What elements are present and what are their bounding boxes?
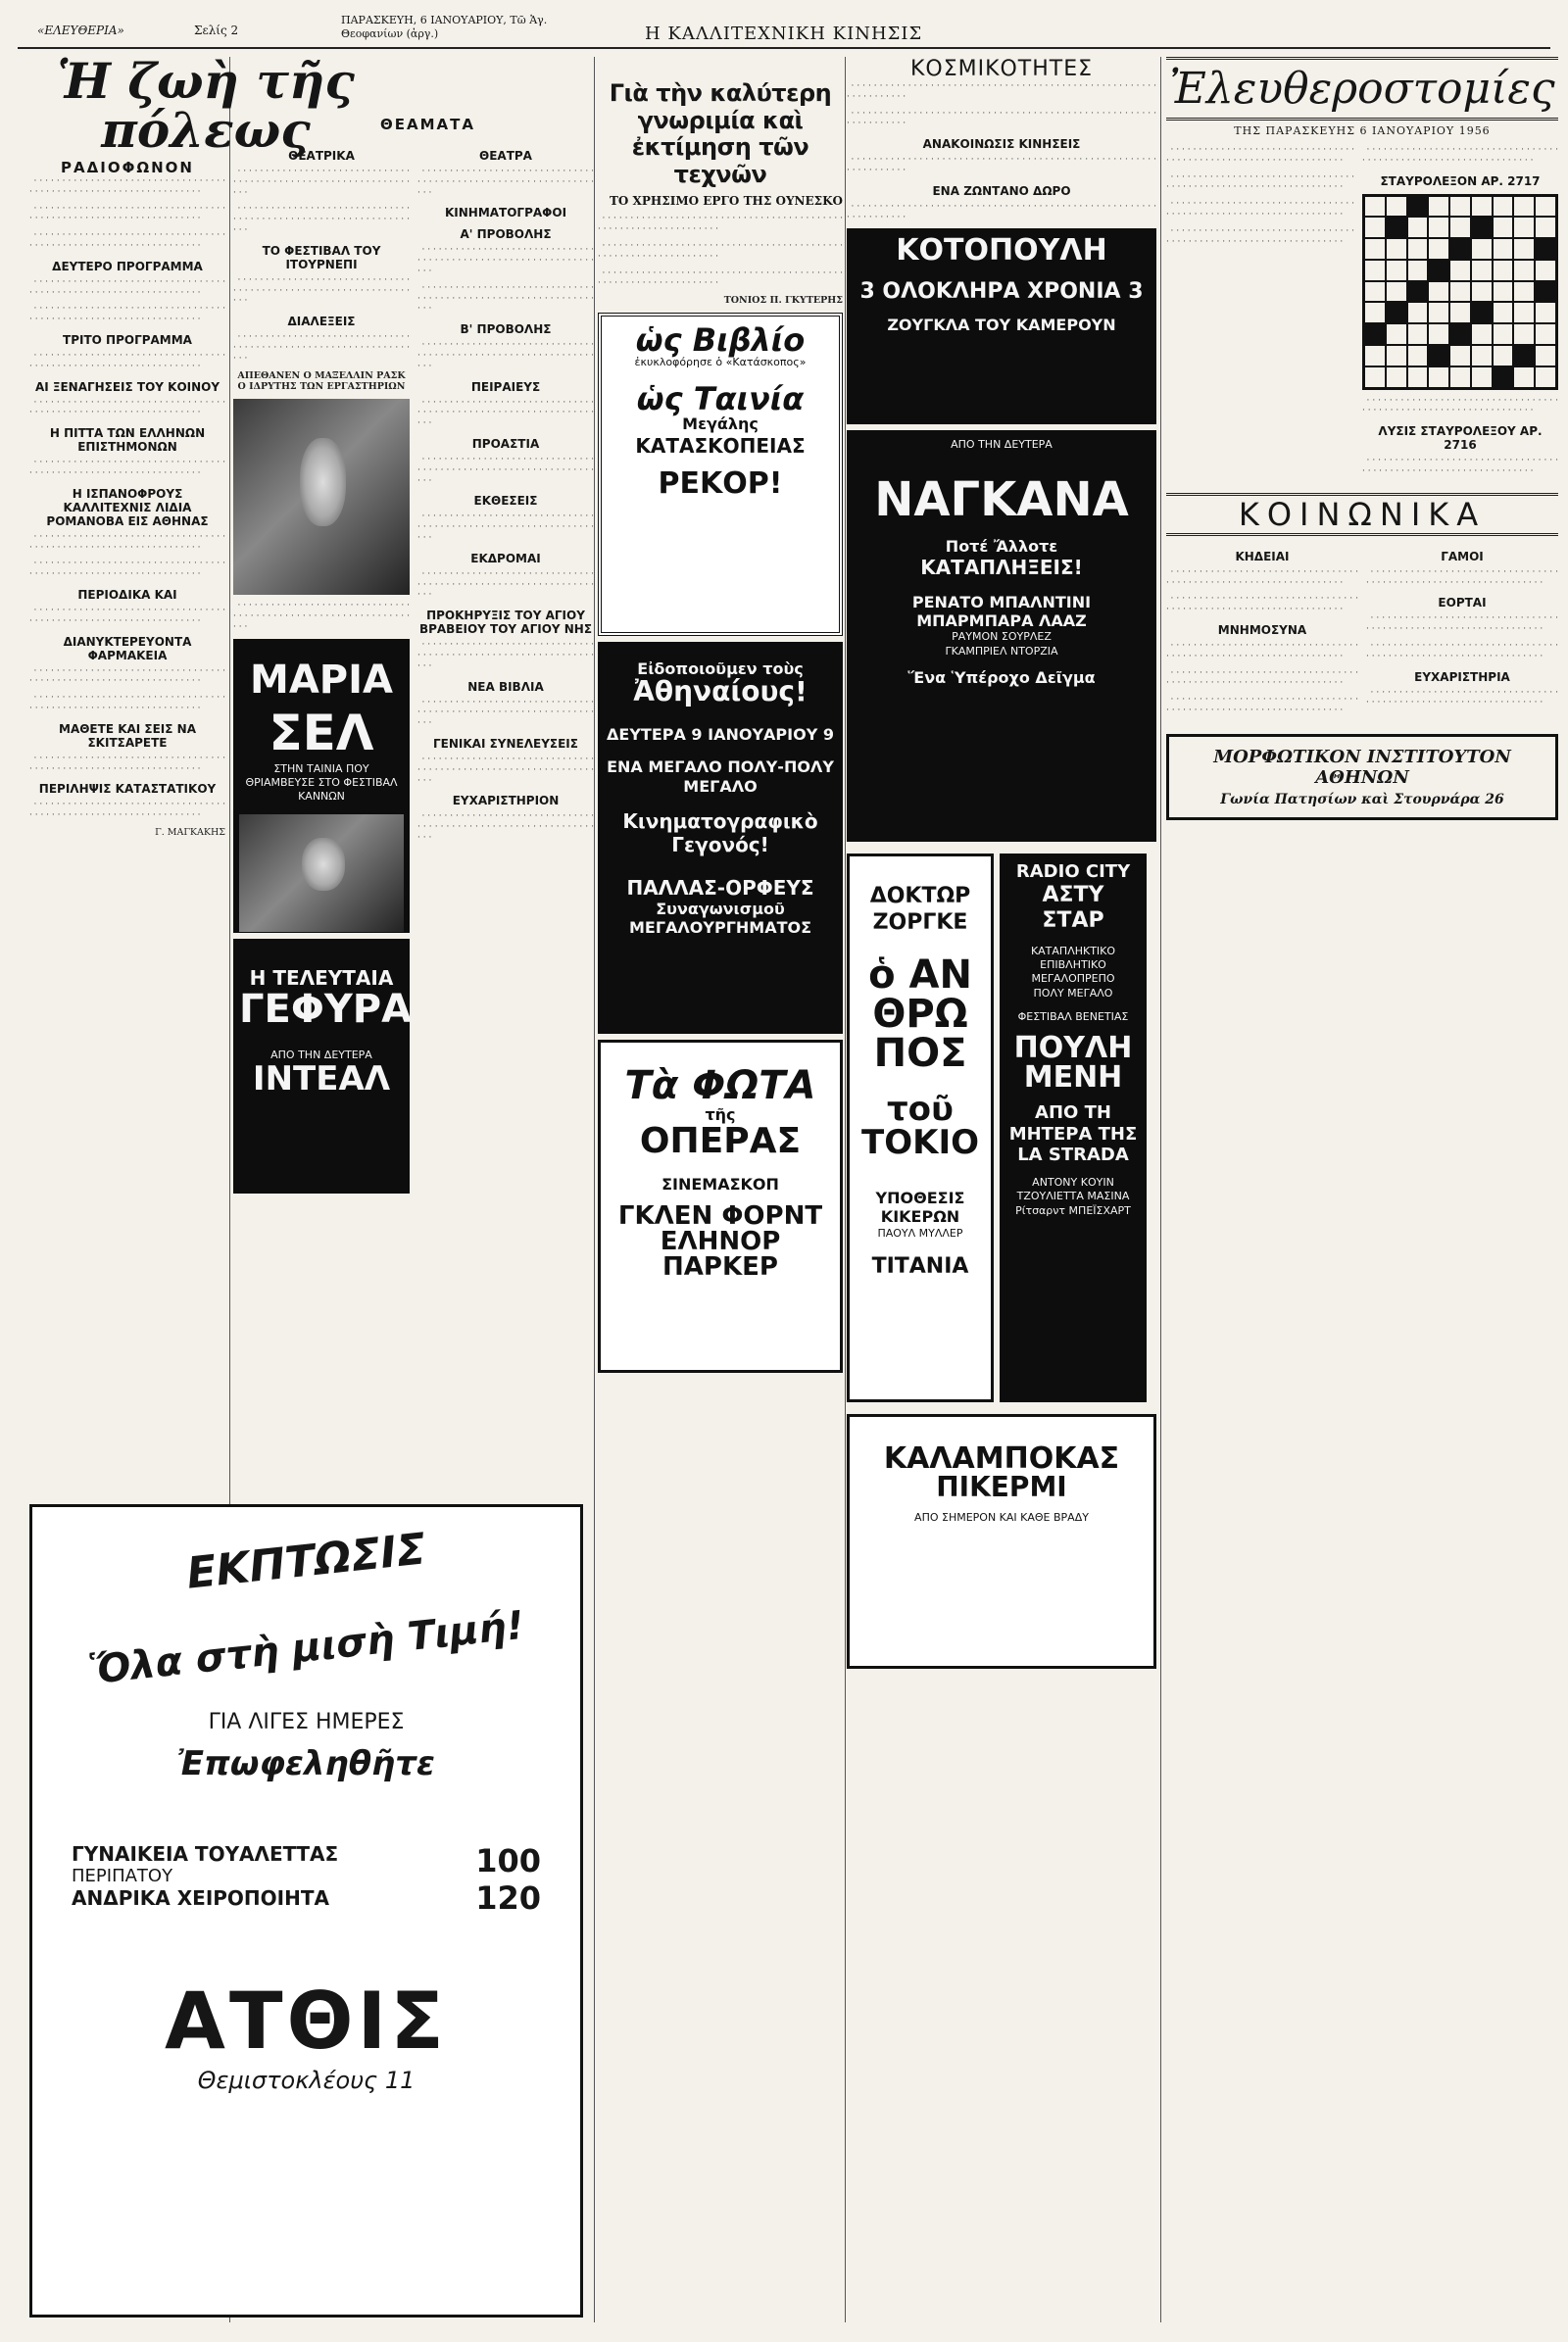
body-text: · · · · · · · · · · · · · · · · · · · · · · · · · · · · · · · · · · · · · · · · · · · · · · · · · · · · · · · · · · · · · · · · ·	[29, 665, 225, 687]
ad-line: ΕΝΑ ΜΕΓΑΛΟ ΠΟΛΥ-ΠΟΛΥ ΜΕΓΑΛΟ	[607, 757, 834, 796]
ad-line: Κινηματογραφικὸ Γεγονός!	[622, 808, 818, 856]
crossword-cell	[1535, 217, 1556, 238]
ad-line: ΜΠΑΡΜΠΑΡΑ ΛΑΑΖ	[916, 611, 1087, 631]
ad-line: ΙΝΤΕΑΛ	[252, 1059, 391, 1098]
crossword-cell	[1449, 196, 1471, 218]
crossword-cell	[1407, 260, 1429, 281]
body-text: · · · · · · · · · · · · · · · · · · · · · · · · · · · · · · · · · · · · · · · · · · · · · · · · · · · · · · · · · · · · · · · · ·	[1366, 687, 1558, 708]
ad-line: ΡΕΚΟΡ!	[658, 465, 783, 501]
ad-line: ΚΟΤΟΠΟΥΛΗ	[896, 233, 1107, 268]
ad-line: Ὅλα στὴ μισὴ Τιμή!	[85, 1602, 527, 1694]
ad-line: ΑΠΟ ΤΗΝ ΔΕΥΤΕΡΑ	[951, 438, 1053, 452]
society-title: ΚΟΣΜΙΚΟΤΗΤΕΣ	[909, 57, 1094, 81]
actress-photo	[239, 814, 404, 932]
ad-line: Ποτέ Ἄλλοτε	[945, 536, 1058, 556]
new-books-heading: ΝΕΑ ΒΙΒΛΙΑ	[467, 679, 544, 694]
section-title: Η ΚΑΛΛΙΤΕΧΝΙΚΗ ΚΙΝΗΣΙΣ	[645, 24, 923, 44]
ad-line: ΔΟΚΤΩΡ ΖΟΡΓΚΕ	[869, 884, 971, 935]
crossword-cell	[1364, 260, 1386, 281]
ad-line: ΡΑΥΜΟΝ ΣΟΥΡΛΕΖ	[952, 630, 1052, 644]
crossword-cell	[1513, 281, 1535, 303]
theatrical-heading: ΘΕΑΤΡΙΚΑ	[288, 149, 355, 163]
ad-line: ΣΤΑΡ	[1042, 908, 1104, 934]
ad-line: ΚΑΛΑΜΠΟΚΑΣ	[883, 1441, 1120, 1477]
body-text: · · · · · · · · · · · · · · · · · · · · · · · · · · · · · · · · · · · · · · · · · · · · · · · · · · · · · · · · · · · · · · · · ·	[1166, 145, 1354, 166]
excursions-heading: ΕΚΔΡΟΜΑΙ	[470, 551, 541, 565]
crossword-cell	[1428, 217, 1449, 238]
price: 100	[475, 1842, 541, 1879]
crossword-cell	[1407, 302, 1429, 323]
ad-line: τοῦ ΤΟΚΙΟ	[861, 1090, 979, 1163]
ad-line: Ἕνα Ὑπέροχο Δεῖγμα	[907, 667, 1096, 687]
crossword-cell	[1513, 345, 1535, 366]
ad-line: ΓΚΑΜΠΡΙΕΛ ΝΤΟΡΖΙΑ	[945, 644, 1058, 658]
ad-line: ὁ ΑΝ ΘΡΩ ΠΟΣ	[868, 952, 972, 1077]
ad-line: ΟΠΕΡΑΣ	[639, 1121, 802, 1162]
ad-line: ΣΤΗΝ ΤΑΙΝΙΑ ΠΟΥ ΘΡΙΑΜΒΕΥΣΕ ΣΤΟ ΦΕΣΤΙΒΑΛ ΚΑΝΝΩΝ	[245, 761, 398, 804]
crossword-cell	[1407, 281, 1429, 303]
ad-line: ΓΚΛΕΝ ΦΟΡΝΤ	[617, 1201, 823, 1232]
book-film-ad	[598, 313, 843, 636]
body-text: · · · · · · · · · · · · · · · · · · · · · · · · · · · · · · · · · · · · · · · · · · · · · · · · · · · · · · · · · · · · · · · · ·	[1366, 566, 1558, 588]
crossword-cell	[1535, 302, 1556, 323]
institute-name: ΜΟΡΦΩΤΙΚΟΝ ΙΝΣΤΙΤΟΥΤΟΝ ΑΘΗΝΩΝ	[1213, 746, 1511, 788]
crossword-cell	[1513, 302, 1535, 323]
crossword-cell	[1428, 281, 1449, 303]
signature: ΤΟΝΙΟΣ Π. ΓΚΥΤΕΡΗΣ	[723, 295, 843, 307]
institute-address: Γωνία Πατησίων καὶ Στουρνάρα 26	[1220, 791, 1504, 807]
body-text: · · · · · · · · · · · · · · · · · · · · · · · · · · · · · · · · · · · · · · · · · · · · · · · · · · · · · · · · · · · · · · · · ·	[598, 240, 843, 262]
ad-line: ΑΠΟ ΣΗΜΕΡΟΝ ΚΑΙ ΚΑΘΕ ΒΡΑΔΥ	[914, 1511, 1089, 1525]
body-text: · · · · · · · · · · · · · · · · · · · · · · · · · · · · · · · · · · · · · · · · · · · · · · · · · · · · · · · · · · · · · · · · ·	[29, 605, 225, 626]
page-number: Σελίς 2	[194, 24, 239, 37]
body-text: · · · · · · · · · · · · · · · · · · · · · · · · · · · · · · · · · · · · · · · · · · · · · · · · · · · · · · · · · · · · · · · · ·	[29, 753, 225, 774]
tokyo-ad	[847, 854, 994, 1402]
body-text: · · · · · · · · · · · · · · · · · · · · · · · · · · · · · · · · · · · · · · · · · · · · · · · · · · · · · · · · · · · · · · · · ·	[1166, 199, 1354, 220]
ad-line: ΦΕΣΤΙΒΑΛ ΒΕΝΕΤΙΑΣ	[1017, 1009, 1129, 1023]
editorial-title: Ἐλευθεροστομίες	[1166, 57, 1558, 121]
body-text: · · · · · · · · · · · · · · · · · · · · · · · · · · · · · · · · · · · · · · · · · · · · · · · · · · · · · · · · · · · · · · · · ·	[233, 167, 410, 198]
ad-line: ΑΣΤΥ	[1042, 882, 1104, 907]
crossword-cell	[1535, 260, 1556, 281]
body-text: · · · · · · · · · · · · · · · · · · · · · · · · · · · · · · · · · · · · · · · · · · · · · · · · · · · · · · · · · · · · · · · · ·	[417, 454, 594, 486]
ad-line: ΑΠΟ ΤΗ ΜΗΤΕΡΑ ΤΗΣ LA STRADA	[1008, 1102, 1138, 1166]
crossword-cell	[1493, 196, 1514, 218]
body-text: · · · · · · · · · · · · · · · · · · · · · · · · · · · · · · · · · · · · · · · · · · · · · · · · · · · · · · · · · · · · · · · · ·	[29, 559, 225, 580]
assemblies-heading: ΓΕΝΙΚΑΙ ΣΥΝΕΛΕΥΣΕΙΣ	[433, 736, 578, 751]
body-text: · · · · · · · · · · · · · · · · · · · · · · · · · · · · · · · · · · · · · · · · · · · · · · · · · · · · · · · · · · · · · · · · ·	[1166, 171, 1354, 193]
ad-line: ΠΟΛΥ ΜΕΓΑΛΟ	[1033, 986, 1113, 1000]
body-text: · · · · · · · · · · · · · · · · · · · · · · · · · · · · · · · · · · · · · · · · · · · · · · · · · · · · · · · · · · · · · · · · ·	[233, 204, 410, 235]
piraeus-heading: ΠΕΙΡΑΙΕΥΣ	[470, 379, 541, 394]
ad-line: ὡς Βιβλίο	[635, 321, 806, 360]
body-text: · · · · · · · · · · · · · · · · · · · · · · · · · · · · · · · · · · · · · · · · · · · · · · · · · · · · · · · · · · · · · · · · ·	[417, 512, 594, 543]
crossword-cell	[1471, 366, 1493, 388]
crossword-cell	[1493, 323, 1514, 345]
date-line: ΠΑΡΑΣΚΕΥΗ, 6 ΙΑΝΟΥΑΡΙΟΥ, Τῶ Ἁγ. Θεοφανίων (ἀργ.)	[341, 14, 548, 40]
portrait-photo	[233, 399, 410, 595]
ad-line: ΣΕΛ	[269, 704, 374, 761]
body-text: · · · · · · · · · · · · · · · · · · · · · · · · · · · · · · · · · · · · · · · · · · · · · · · · · · · · · · · · · · · · · · · · ·	[1166, 594, 1358, 615]
crossword-cell	[1364, 238, 1386, 260]
ad-line: ΜΑΡΙΑ	[250, 657, 393, 703]
crossword-cell	[1471, 217, 1493, 238]
city-life-title: Ἡ ζωὴ τῆς πόλεως	[57, 52, 355, 159]
crossword-cell	[1513, 238, 1535, 260]
ad-line: ΜΕΓΑΛΟΥΡΓΗΜΑΤΟΣ	[628, 917, 812, 937]
ad-line: ὡς Ταινία	[636, 380, 805, 418]
sketch-heading: ΜΑΘΕΤΕ ΚΑΙ ΣΕΙΣ ΝΑ ΣΚΙΤΣΑΡΕΤΕ	[59, 721, 196, 750]
body-text: · · · · · · · · · · · · · · · · · · · · · · · · · · · · · · · · · · · · · · · · · · · · · · · · · · · · · · · · · · · · · · · · ·	[1166, 695, 1358, 715]
body-text: · · · · · · · · · · · · · · · · · · · · · · · · · · · · · · · · · · · · · · · · · · · · · · · · · · · · · · · · · · · · · · · · ·	[417, 640, 594, 671]
crossword-cell	[1428, 260, 1449, 281]
crossword-cell	[1471, 281, 1493, 303]
cinemas-heading: ΚΙΝΗΜΑΤΟΓΡΑΦΟΙ	[444, 206, 567, 220]
crossword-cell	[1493, 238, 1514, 260]
paper-name: «ΕΛΕΥΘΕΡΙΑ»	[37, 24, 124, 37]
crossword-cell	[1407, 323, 1429, 345]
ad-line: ΚΑΤΑΣΚΟΠΕΙΑΣ	[635, 433, 806, 458]
body-text: · · · · · · · · · · · · · · · · · · · · · · · · · · · · · · · · · · · · · · · · · · · · · · · · · · · · · · · · · · · · · · · · ·	[417, 697, 594, 729]
crossword-cell	[1449, 281, 1471, 303]
crossword-cell	[1471, 260, 1493, 281]
ad-line: τῆς	[705, 1105, 736, 1125]
body-text: · · · · · · · · · · · · · · · · · · · · · · · · · · · · · · · · · · · · · · · · · · · · · · · · · · · · · · · · · · · · · · · · ·	[417, 568, 594, 601]
crossword-cell	[1493, 217, 1514, 238]
crossword-cell	[1471, 196, 1493, 218]
thanks-heading: ΕΥΧΑΡΙΣΤΗΡΙΑ	[1414, 669, 1510, 684]
column-rule	[845, 57, 846, 2322]
ad-line: ΖΟΥΓΚΛΑ ΤΟΥ ΚΑΜΕΡΟΥΝ	[887, 315, 1116, 334]
ad-line: ΣΙΝΕΜΑΣΚΟΠ	[662, 1175, 779, 1195]
editorial-date: ΤΗΣ ΠΑΡΑΣΚΕΥΗΣ 6 ΙΑΝΟΥΑΡΙΟΥ 1956	[1234, 124, 1491, 137]
spectacles-heading: ΘΕΑΜΑΤΑ	[380, 116, 475, 133]
arts-headline: Γιὰ τὴν καλύτερη γνωριμία καὶ ἐκτίμηση τῶν τεχνῶν	[609, 79, 832, 188]
crossword-cell	[1513, 260, 1535, 281]
body-text: · · · · · · · · · · · · · · · · · · · · · · · · · · · · · · · · · · · · · · · · · · · · · · · · · · · · · · · · · · · · · · · · ·	[417, 811, 594, 843]
ad-line: ΑΠΟ ΤΗΝ ΔΕΥΤΕΡΑ	[270, 1048, 372, 1061]
pitta-heading: Η ΠΙΤΤΑ ΤΩΝ ΕΛΛΗΝΩΝ ΕΠΙΣΤΗΜΟΝΩΝ	[49, 426, 206, 455]
crossword-cell	[1428, 238, 1449, 260]
ad-line: ΔΕΥΤΕΡΑ 9 ΙΑΝΟΥΑΡΙΟΥ 9	[607, 725, 834, 745]
column-editorial	[1166, 57, 1558, 2332]
live-gift-heading: ΕΝΑ ΖΩΝΤΑΝΟ ΔΩΡΟ	[932, 183, 1071, 198]
second-program-heading: ΔΕΥΤΕΡΟ ΠΡΟΓΡΑΜΜΑ	[52, 259, 203, 273]
crossword-cell	[1364, 323, 1386, 345]
crossword-cell	[1493, 302, 1514, 323]
column-society	[847, 57, 1156, 2332]
crossword-cell	[1407, 217, 1429, 238]
body-text: · · · · · · · · · · · · · · · · · · · · · · · · · · · · · · · · · · · · · · · · · · · · · · · · · · · · · · · · · · · · · · · · ·	[29, 203, 225, 224]
crossword-cell	[1493, 260, 1514, 281]
crossword-cell	[1428, 366, 1449, 388]
body-text: · · · · · · · · · · · · · · · · · · · · · · · · · · · · · · · · · · · · · · · · · · · · · · · · · · · · · · · · · · · · · · · · ·	[1166, 667, 1358, 689]
body-text: · · · · · · · · · · · · · · · · · · · · · · · · · · · · · · · · · · · · · · · · · · · · · · · · · · · · · · · · · · · · · · · · ·	[1366, 613, 1558, 635]
kotopouli-ad	[847, 228, 1156, 424]
crossword-cell	[1364, 366, 1386, 388]
body-text: · · · · · · · · · · · · · · · · · · · · · · · · · · · · · · · · · · · · · · · · · · · · · · · · · · · · · · · · · · · · · · · · ·	[233, 601, 410, 632]
ad-line: ΓΥΝΑΙΚΕΙΑ ΤΟΥΑΛΕΤΤΑΣ	[72, 1842, 339, 1866]
announcement-heading: ΑΝΑΚΟΙΝΩΣΙΣ ΚΙΝΗΣΕΙΣ	[922, 137, 1081, 152]
crossword-cell	[1407, 238, 1429, 260]
ad-line: Μεγάλης	[682, 415, 759, 434]
crossword-cell	[1513, 323, 1535, 345]
arts-subhead: ΤΟ ΧΡΗΣΙΜΟ ΕΡΓΟ ΤΗΣ ΟΥΝΕΣΚΟ	[610, 194, 843, 209]
crossword-cell	[1364, 345, 1386, 366]
body-text: · · · · · · · · · · · · · · · · · · · · · · · · · · · · · · · · · · · · · · · · · · · · · · · · · · · · · · · · · · · · · · · · ·	[1166, 225, 1354, 247]
opera-lights-ad	[598, 1040, 843, 1373]
price: 120	[475, 1879, 541, 1917]
crossword-cell	[1428, 196, 1449, 218]
theatres-heading: ΘΕΑΤΡΑ	[479, 149, 532, 163]
ad-line: Ἐπωφεληθῆτε	[177, 1744, 435, 1783]
crossword-cell	[1493, 366, 1514, 388]
sale-ad	[29, 1504, 583, 2318]
third-program-heading: ΤΡΙΤΟ ΠΡΟΓΡΑΜΜΑ	[63, 332, 192, 347]
crossword-cell	[1386, 345, 1407, 366]
body-text: · · · · · · · · · · · · · · · · · · · · · · · · · · · · · · · · · · · · · · · · · · · · · · · · · · · · · · · · · · · · · · · · ·	[598, 268, 843, 289]
ad-line: ΑΝΤΟΝΥ ΚΟΥΙΝ	[1032, 1176, 1114, 1190]
periodicals-heading: ΠΕΡΙΟΔΙΚΑ ΚΑΙ	[77, 587, 177, 602]
body-text: · · · · · · · · · · · · · · · · · · · · · · · · · · · · · · · · · · · · · · · · · · · · · · · · · · · · · · · · · · · · · · · · ·	[417, 340, 594, 371]
ad-line: Συναγωνισμοῦ	[656, 899, 785, 918]
statute-heading: ΠΕΡΙΛΗΨΙΣ ΚΑΤΑΣΤΑΤΙΚΟΥ	[38, 782, 217, 797]
crossword-cell	[1535, 281, 1556, 303]
crossword-cell	[1535, 238, 1556, 260]
social-news-title: ΚΟΙΝΩΝΙΚΑ	[1166, 493, 1558, 536]
crossword-cell	[1364, 302, 1386, 323]
ad-line: ΚΑΤΑΠΛΗΚΤΙΚΟ	[1030, 944, 1116, 957]
ad-line: Η ΤΕΛΕΥΤΑΙΑ	[249, 965, 394, 990]
ad-line: ΠΙΚΕΡΜΙ	[936, 1471, 1067, 1504]
crossword-solution: ΛΥΣΙΣ ΣΤΑΥΡΟΛΕΞΟΥ ΑΡ. 2716	[1378, 424, 1543, 453]
radio-city-ad	[1000, 854, 1147, 1402]
festival-heading: ΤΟ ΦΕΣΤΙΒΑΛ ΤΟΥ ΙΤΟΥΡΝΕΠΙ	[262, 243, 381, 271]
crossword-cell	[1364, 217, 1386, 238]
weddings-heading: ΓΑΜΟΙ	[1441, 549, 1484, 563]
body-text: · · · · · · · · · · · · · · · · · · · · · · · · · · · · · · · · · · · · · · · · · · · · · · · · · · · · · · · · · · · · · · · · ·	[29, 230, 225, 251]
crossword-cell	[1471, 323, 1493, 345]
kalampokas-ad	[847, 1414, 1156, 1669]
body-text: · · · · · · · · · · · · · · · · · · · · · · · · · · · · · · · · · · · · · · · · · · · · · · · · · · · · · · · · · · · · · · · · ·	[417, 282, 594, 315]
crossword-cell	[1386, 323, 1407, 345]
ad-line: ΝΑΓΚΑΝΑ	[874, 471, 1129, 527]
ad-line: Ρίτσαρντ ΜΠΕΪΣΧΑΡΤ	[1015, 1203, 1131, 1217]
body-text: · · · · · · · · · · · · · · · · · · · · · · · · · · · · · · · · · · · · · · · · · · · · · · · · · · · · · · · · · · · · · · · · ·	[29, 276, 225, 298]
ad-line: Εἰδοποιοῦμεν τοὺς	[637, 659, 804, 679]
name-days-heading: ΕΟΡΤΑΙ	[1438, 596, 1487, 610]
column-arts	[598, 57, 843, 2332]
body-text: · · · · · · · · · · · · · · · · · · · · · · · · · · · · · · · · · · · · · · · · · · · · · · · · · · · · · · · · · · · · · · · · ·	[29, 800, 225, 821]
body-text: · · · · · · · · · · · · · · · · · · · · · · · · · · · · · · · · · · · · · · · · · · · · · · · · · · · · · · · · · · · · · · · · ·	[598, 214, 843, 235]
ad-line: ΠΕΡΙΠΑΤΟΥ	[72, 1866, 173, 1886]
nagana-ad	[847, 430, 1156, 842]
body-text: · · · · · · · · · · · · · · · · · · · · · · · · · · · · · · · · · · · · · · · · · · · · · · · · · · · · · · · · · · · · · · · · ·	[29, 397, 225, 418]
crossword-cell	[1386, 196, 1407, 218]
tour-heading: ΑΙ ΞΕΝΑΓΗΣΕΙΣ ΤΟΥ ΚΟΙΝΟΥ	[34, 379, 220, 394]
body-text: · · · · · · · · · · · · · · · · · · · · · · · · · · · · · · · · · · · · · · · · · · · · · · · · · · · · · · · · · · · · · · · · ·	[847, 201, 1156, 222]
ad-line: ΕΚΠΤΩΣΙΣ	[184, 1524, 428, 1599]
crossword-cell	[1407, 196, 1429, 218]
crossword-cell	[1428, 302, 1449, 323]
lectures-heading: ΔΙΑΛΕΞΕΙΣ	[287, 315, 356, 329]
crossword-cell	[1364, 196, 1386, 218]
crossword-cell	[1513, 196, 1535, 218]
artist-heading: Η ΙΣΠΑΝΟΦΡΟΥΣ ΚΑΛΛΙΤΕΧΝΙΣ ΛΙΔΙΑ ΡΟΜΑΝΟΒΑ ΕΙΣ ΑΘΗΝΑΣ	[46, 486, 209, 528]
funerals-heading: ΚΗΔΕΙΑΙ	[1235, 549, 1290, 563]
body-text: · · · · · · · · · · · · · · · · · · · · · · · · · · · · · · · · · · · · · · · · · · · · · · · · · · · · · · · · · · · · · · · · ·	[1166, 566, 1358, 588]
crossword-cell	[1535, 323, 1556, 345]
crossword-cell	[1513, 366, 1535, 388]
ad-line: ΥΠΟΘΕΣΙΣ ΚΙΚΕΡΩΝ	[875, 1189, 965, 1227]
body-text: · · · · · · · · · · · · · · · · · · · · · · · · · · · · · · · · · · · · · · · · · · · · · · · · · · · · · · · · · · · · · · · · ·	[29, 304, 225, 325]
ad-line: Ἀθηναίους!	[633, 675, 808, 708]
crossword-cell	[1449, 323, 1471, 345]
crossword-cell	[1513, 217, 1535, 238]
crossword-cell	[1535, 366, 1556, 388]
ad-line: ΕΛΗΝΟΡ ΠΑΡΚΕΡ	[660, 1227, 781, 1283]
thanks-heading: ΕΥΧΑΡΙΣΤΗΡΙΟΝ	[452, 794, 560, 808]
crossword-cell	[1449, 238, 1471, 260]
ad-line: ΤΖΟΥΛΙΕΤΤΑ ΜΑΣΙΝΑ	[1016, 1190, 1130, 1203]
first-run-heading: Α' ΠΡΟΒΟΛΗΣ	[460, 227, 552, 242]
prize-heading: ΠΡΟΚΗΡΥΞΙΣ ΤΟΥ ΑΓΙΟΥ ΒΡΑΒΕΙΟΥ ΤΟΥ ΑΓΙΟΥ ΝΗΣ	[418, 609, 593, 637]
radio-heading: ΡΑΔΙΟΦΩΝΟΝ	[61, 159, 194, 176]
body-text: · · · · · · · · · · · · · · · · · · · · · · · · · · · · · · · · · · · · · · · · · · · · · · · · · · · · · · · · · · · · · · · · ·	[1366, 640, 1558, 661]
body-text: · · · · · · · · · · · · · · · · · · · · · · · · · · · · · · · · · · · · · · · · · · · · · · · · · · · · · · · · · · · · · · · · ·	[417, 167, 594, 198]
body-text: · · · · · · · · · · · · · · · · · · · · · · · · · · · · · · · · · · · · · · · · · · · · · · · · · · · · · · · · · · · · · · · · ·	[1166, 640, 1358, 661]
ad-line: ΓΙΑ ΛΙΓΕΣ ΗΜΕΡΕΣ	[208, 1710, 405, 1734]
ad-line: ΤΙΤΑΝΙΑ	[871, 1253, 969, 1279]
crossword-cell	[1407, 345, 1429, 366]
crossword-cell	[1535, 345, 1556, 366]
crossword-cell	[1493, 345, 1514, 366]
crossword-cell	[1386, 260, 1407, 281]
body-text: · · · · · · · · · · · · · · · · · · · · · · · · · · · · · · · · · · · · · · · · · · · · · · · · · · · · · · · · · · · · · · · · ·	[847, 81, 1156, 102]
crossword-cell	[1407, 366, 1429, 388]
ad-line: Τὰ ΦΩΤΑ	[624, 1063, 816, 1109]
crossword-grid	[1362, 194, 1558, 390]
photo-caption: ΑΠΕΘΑΝΕΝ Ο ΜΑΞΕΛΛΙΝ ΡΑΣΚ Ο ΙΔΡΥΤΗΣ ΤΩΝ ΕΡΓΑΣΤΗΡΙΩΝ	[237, 369, 406, 393]
crossword-cell	[1449, 260, 1471, 281]
ad-line: ΠΑΟΥΛ ΜΥΛΛΕΡ	[877, 1226, 963, 1240]
crossword-cell	[1449, 302, 1471, 323]
body-text: · · · · · · · · · · · · · · · · · · · · · · · · · · · · · · · · · · · · · · · · · · · · · · · · · · · · · · · · · · · · · · · · ·	[417, 754, 594, 786]
address: Θεμιστοκλέους 11	[197, 2067, 416, 2094]
crossword-title: ΣΤΑΥΡΟΛΕΞΟΝ ΑΡ. 2717	[1380, 173, 1541, 188]
body-text: · · · · · · · · · · · · · · · · · · · · · · · · · · · · · · · · · · · · · · · · · · · · · · · · · · · · · · · · · · · · · · · · ·	[847, 108, 1156, 129]
crossword-cell	[1449, 366, 1471, 388]
memorials-heading: ΜΝΗΜΟΣΥΝΑ	[1217, 622, 1307, 637]
crossword-cell	[1386, 238, 1407, 260]
body-text: · · · · · · · · · · · · · · · · · · · · · · · · · · · · · · · · · · · · · · · · · · · · · · · · · · · · · · · · · · · · · · · · ·	[29, 176, 225, 197]
crossword-cell	[1493, 281, 1514, 303]
crossword-cell	[1471, 302, 1493, 323]
crossword-cell	[1428, 323, 1449, 345]
body-text: · · · · · · · · · · · · · · · · · · · · · · · · · · · · · · · · · · · · · · · · · · · · · · · · · · · · · · · · · · · · · · · · ·	[1362, 395, 1558, 416]
crossword-cell	[1428, 345, 1449, 366]
institute-box	[1166, 734, 1558, 820]
second-run-heading: Β' ΠΡΟΒΟΛΗΣ	[460, 322, 552, 337]
body-text: · · · · · · · · · · · · · · · · · · · · · · · · · · · · · · · · · · · · · · · · · · · · · · · · · · · · · · · · · · · · · · · · ·	[417, 397, 594, 429]
maria-sel-ad	[233, 639, 410, 933]
signature: Γ. ΜΑΓΚΑΚΗΣ	[155, 826, 225, 838]
body-text: · · · · · · · · · · · · · · · · · · · · · · · · · · · · · · · · · · · · · · · · · · · · · · · · · · · · · · · · · · · · · · · · ·	[233, 332, 410, 364]
ad-line: RADIO CITY	[1015, 861, 1131, 883]
ad-line: ΠΟΥΛΗ ΜΕΝΗ	[1013, 1031, 1133, 1096]
exhibitions-heading: ΕΚΘΕΣΕΙΣ	[473, 494, 538, 509]
crossword-cell	[1386, 302, 1407, 323]
ad-line: ΠΑΛΛΑΣ-ΟΡΦΕΥΣ	[626, 875, 814, 900]
body-text: · · · · · · · · · · · · · · · · · · · · · · · · · · · · · · · · · · · · · · · · · · · · · · · · · · · · · · · · · · · · · · · · ·	[29, 531, 225, 553]
body-text: · · · · · · · · · · · · · · · · · · · · · · · · · · · · · · · · · · · · · · · · · · · · · · · · · · · · · · · · · · · · · · · · ·	[29, 693, 225, 713]
ad-line: 3 ΟΛΟΚΛΗΡΑ ΧΡΟΝΙΑ 3	[859, 279, 1144, 305]
crossword-cell	[1386, 281, 1407, 303]
body-text: · · · · · · · · · · · · · · · · · · · · · · · · · · · · · · · · · · · · · · · · · · · · · · · · · · · · · · · · · · · · · · · · ·	[29, 458, 225, 478]
crossword-cell	[1364, 281, 1386, 303]
pharmacies-heading: ΔΙΑΝΥΚΤΕΡΕΥΟΝΤΑ ΦΑΡΜΑΚΕΙΑ	[63, 634, 192, 662]
body-text: · · · · · · · · · · · · · · · · · · · · · · · · · · · · · · · · · · · · · · · · · · · · · · · · · · · · · · · · · · · · · · · · ·	[1362, 145, 1558, 166]
body-text: · · · · · · · · · · · · · · · · · · · · · · · · · · · · · · · · · · · · · · · · · · · · · · · · · · · · · · · · · · · · · · · · ·	[847, 155, 1156, 175]
body-text: · · · · · · · · · · · · · · · · · · · · · · · · · · · · · · · · · · · · · · · · · · · · · · · · · · · · · · · · · · · · · · · · ·	[29, 350, 225, 371]
ad-line: ἐκυκλοφόρησε ὁ «Κατάσκοπος»	[634, 356, 807, 369]
crossword-cell	[1471, 345, 1493, 366]
brand: ΑΤΘΙΣ	[165, 1976, 448, 2067]
crossword-cell	[1386, 366, 1407, 388]
body-text: · · · · · · · · · · · · · · · · · · · · · · · · · · · · · · · · · · · · · · · · · · · · · · · · · · · · · · · · · · · · · · · · ·	[1362, 456, 1558, 476]
athenians-ad	[598, 642, 843, 1034]
ad-line: ΜΕΓΑΛΟΠΡΕΠΟ	[1031, 972, 1115, 986]
crossword-cell	[1471, 238, 1493, 260]
ad-line: ΓΕΦΥΡΑ	[239, 986, 413, 1032]
column-rule	[1160, 57, 1161, 2322]
masthead	[18, 10, 1550, 49]
crossword-cell	[1386, 217, 1407, 238]
ad-line: ΑΝΔΡΙΚΑ ΧΕΙΡΟΠΟΙΗΤΑ	[72, 1886, 329, 1910]
body-text: · · · · · · · · · · · · · · · · · · · · · · · · · · · · · · · · · · · · · · · · · · · · · · · · · · · · · · · · · · · · · · · · ·	[233, 274, 410, 307]
crossword-cell	[1449, 345, 1471, 366]
suburbs-heading: ΠΡΟΑΣΤΙΑ	[471, 436, 540, 451]
ad-line: ΚΑΤΑΠΛΗΞΕΙΣ!	[920, 555, 1083, 579]
body-text: · · · · · · · · · · · · · · · · · · · · · · · · · · · · · · · · · · · · · · · · · · · · · · · · · · · · · · · · · · · · · · · · ·	[417, 245, 594, 276]
ad-line: ΡΕΝΑΤΟ ΜΠΑΛΝΤΙΝΙ	[911, 592, 1092, 611]
crossword-cell	[1449, 217, 1471, 238]
crossword-cell	[1535, 196, 1556, 218]
ad-line: ΕΠΙΒΛΗΤΙΚΟ	[1040, 958, 1106, 972]
last-bridge-ad	[233, 939, 413, 1194]
